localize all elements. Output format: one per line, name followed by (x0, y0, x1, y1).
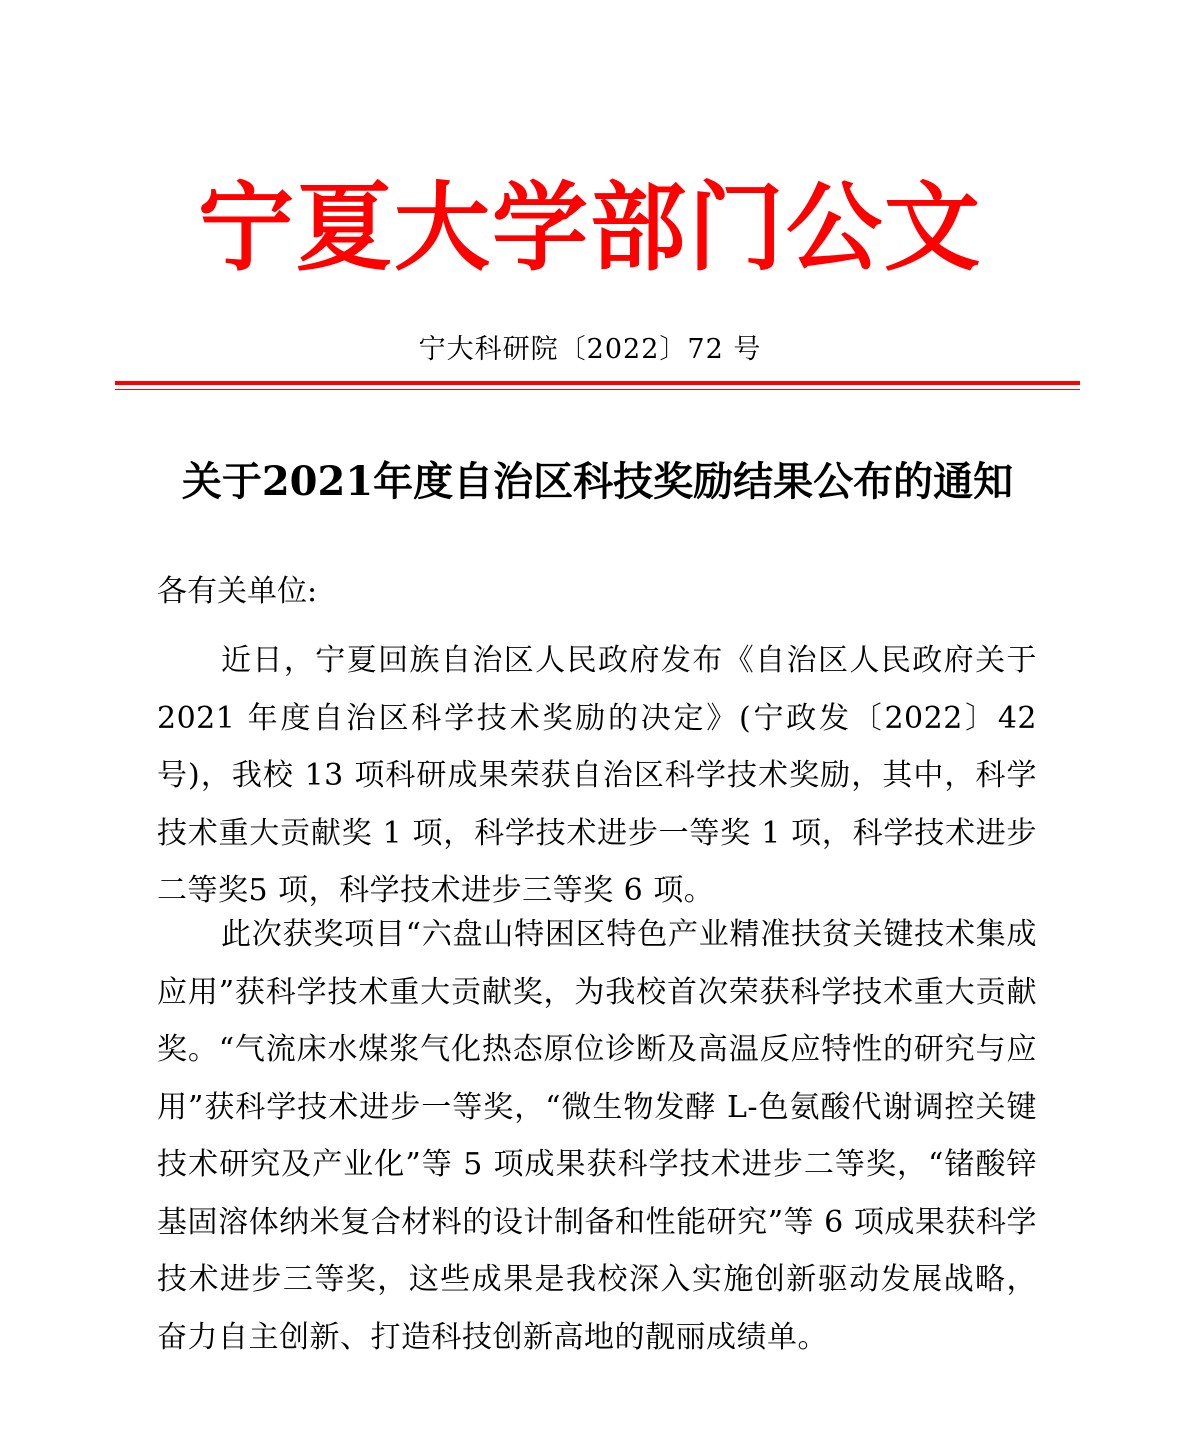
document-header-title: 宁夏大学部门公文 (198, 171, 982, 284)
document-number: 宁大科研院〔2022〕72 号 (418, 334, 762, 365)
notice-title: 关于2021年度自治区科技奖励结果公布的通知 (181, 458, 1014, 505)
header-divider-thin (115, 389, 1080, 390)
salutation: 各有关单位: (157, 574, 318, 609)
body-paragraph-2: 此次获奖项目“六盘山特困区特色产业精准扶贫关键技术集成应用”获科学技术重大贡献奖，为我校首次荣获科学技术重大贡献奖。“气流床水煤浆气化热态原位诊断及高温反应特性的研究与应用”获科学技术进步一等奖，“微生物发酵 L-色氨酸代谢调控关键技术研究及产业化”等 5 项成果获科学技术进步二等奖，“锗酸锌基固溶体纳米复合材料的设计制备和性能研究”等 6 项成果获科学技术进步三等奖，这些成果是我校深入实施创新驱动发展战略，奋力自主创新、打造科技创新高地的靓丽成绩单。 (157, 917, 1037, 1355)
body-paragraph-1: 近日，宁夏回族自治区人民政府发布《自治区人民政府关于2021 年度自治区科学技术奖励的决定》(宁政发〔2022〕42 号)，我校 13 项科研成果荣获自治区科学技术奖励，其中，科学技术重大贡献奖 1 项，科学技术进步一等奖 1 项，科学技术进步二等奖5 项，科学技术进步三等奖 6 项。 (157, 643, 1037, 908)
header-divider-thick (115, 381, 1080, 385)
